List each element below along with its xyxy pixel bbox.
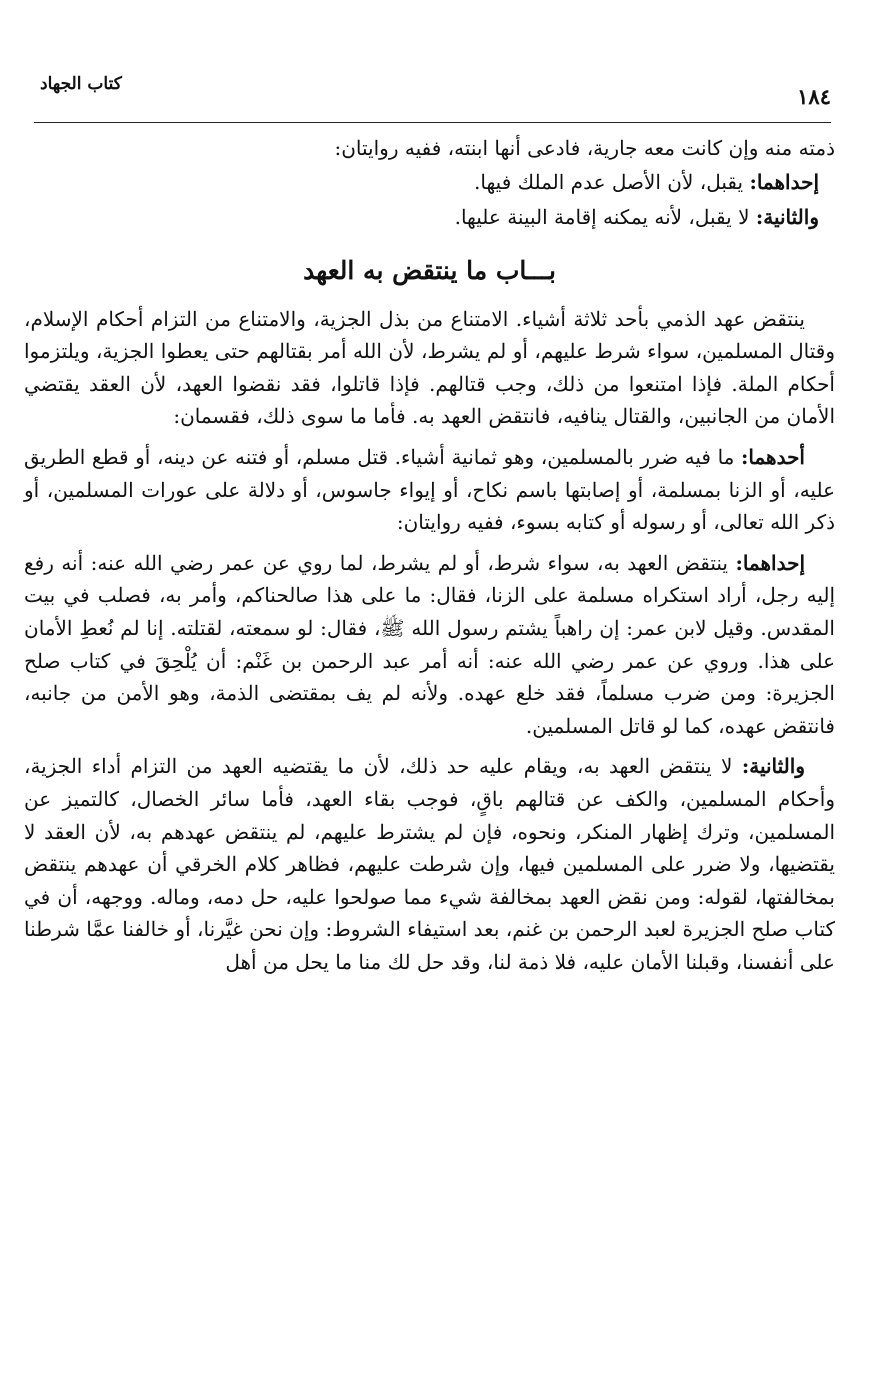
page-body bbox=[24, 132, 835, 986]
narration-first-label: إحداهما: bbox=[749, 169, 819, 194]
narration-first bbox=[24, 165, 835, 200]
page-number: ١٨٤ bbox=[797, 84, 831, 109]
second-narration-label: والثانية: bbox=[741, 754, 805, 779]
continuation-line: ذمته منه وإن كانت معه جارية، فادعى أنها ابنته، ففيه روايتان: bbox=[334, 136, 835, 160]
first-narration-text: ينتقض العهد به، سواء شرط، أو لم يشرط، لما روي عن عمر رضي الله عنه: أنه رفع إليه رجل، أراد استكراه مسلمة على الزنا، فقال: ما على هذا صالحناكم، وأمر به، فصلب في بيت المقدس. وقيل لابن عمر: إن راهباً يشتم رسول الله ﷺ، فقال: لو سمعته، لقتلته. إنا لم نُعطِ الأمان على هذا. وروي عن عمر رضي الله عنه: أنه أمر عبد الرحمن بن غَنْم: أن يُلْحِقَ في كتاب صلح الجزيرة: ومن ضرب مسلماً، فقد خلع عهده. ولأنه لم يف بمقتضى الذمة، وهو الأمن من جانبه، فانتقض عهده، كما لو قاتل المسلمين. bbox=[24, 550, 835, 738]
first-narration-label: إحداهما: bbox=[735, 550, 805, 575]
header-rule bbox=[34, 122, 831, 123]
first-division-text: ما فيه ضرر بالمسلمين، وهو ثمانية أشياء. قتل مسلم، أو فتنه عن دينه، أو قطع الطريق عليه، أو الزنا بمسلمة، أو إصابتها باسم نكاح، أو إيواء جاسوس، أو دلالة على عورات المسلمين، أو ذكر الله تعالى، أو رسوله أو كتابه بسوء، ففيه روايتان: bbox=[24, 444, 835, 535]
second-narration-paragraph bbox=[24, 750, 835, 978]
intro-paragraph: ينتقض عهد الذمي بأحد ثلاثة أشياء. الامتناع من بذل الجزية، والامتناع من التزام أحكام الإسلام، وقتال المسلمين، سواء شرط عليهم، أو لم يشرط، لأن الله أمر بقتالهم حتى يعطوا الجزية، ويلتزموا أحكام الملة. فإذا امتنعوا من ذلك، وجب قتالهم. فإذا قاتلوا، فقد نقضوا العهد، لأن العقد يقتضي الأمان من الجانبين، والقتال ينافيه، فانتقض العهد به. فأما ما سوى ذلك، فقسمان: bbox=[24, 306, 835, 429]
first-division-paragraph bbox=[24, 441, 835, 539]
narration-second-label: والثانية: bbox=[755, 204, 819, 229]
chapter-title: بـــاب ما ينتقض به العهد bbox=[303, 255, 556, 285]
second-narration-text: لا ينتقض العهد به، ويقام عليه حد ذلك، لأن ما يقتضيه العهد من التزام أداء الجزية، وأحكام المسلمين، والكف عن قتالهم باقٍ، فوجب بقاء العهد، فأما سائر الخصال، كالتميز عن المسلمين، وترك إظهار المنكر، ونحوه، فإن لم يشترط عليهم، لم ينتقض عهدهم به، لأن العقد لا يقتضيها، ولا ضرر على المسلمين فيها، وإن شرطت عليهم، فظاهر كلام الخرقي أن عهدهم ينتقض بمخالفتها، لقوله: ومن نقض العهد بمخالفة شيء مما صولحوا عليه، حل دمه، وماله. ووجهه، أن في كتاب صلح الجزيرة لعبد الرحمن بن غنم، بعد استيفاء الشروط: وإن نحن غيَّرنا، أو خالفنا عمَّا شرطنا على أنفسنا، وقبلنا الأمان عليه، فلا ذمة لنا، وقد حل لك منا ما يحل من أهل bbox=[24, 754, 836, 974]
first-narration-paragraph bbox=[24, 547, 835, 743]
narration-first-text: يقبل، لأن الأصل عدم الملك فيها. bbox=[474, 169, 750, 194]
running-title: كتاب الجهاد bbox=[40, 74, 122, 94]
first-division-label: أحدهما: bbox=[740, 444, 805, 469]
narration-second bbox=[24, 200, 835, 235]
narration-second-text: لا يقبل، لأنه يمكنه إقامة البينة عليها. bbox=[454, 204, 756, 229]
